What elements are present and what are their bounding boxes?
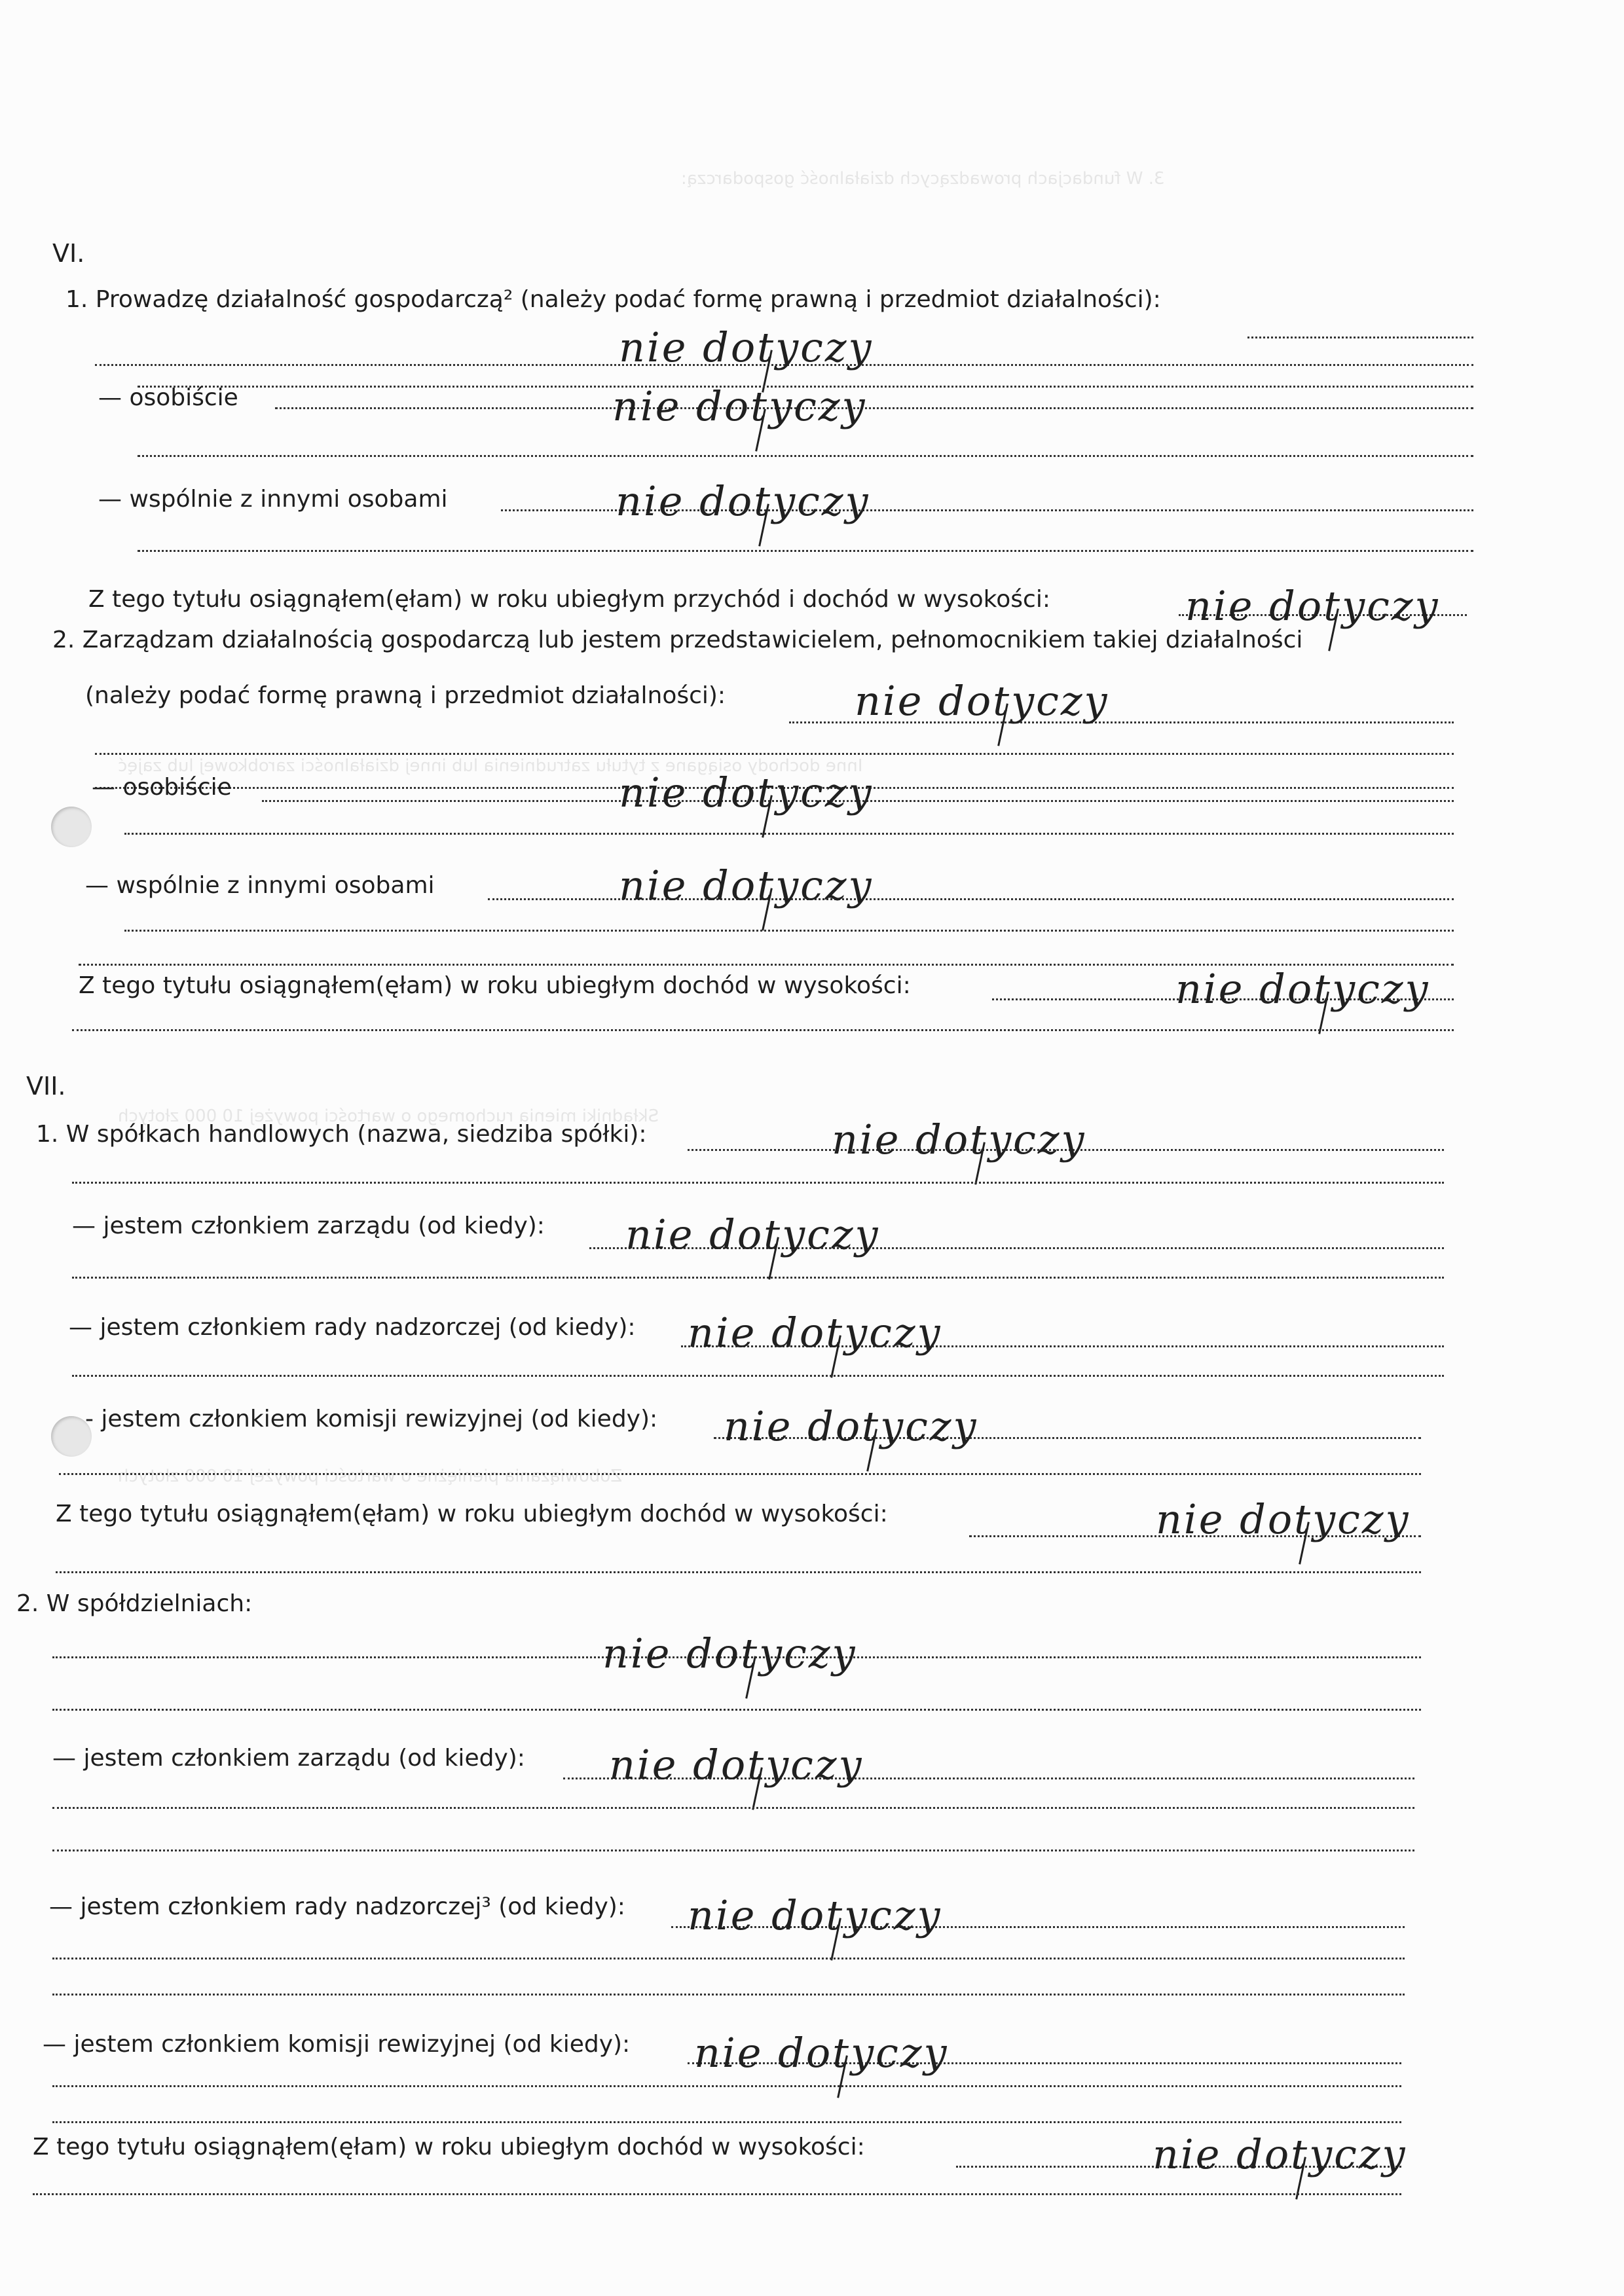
handwritten-answer: nie dotyczy <box>609 1745 864 1785</box>
handwritten-answer: nie dotyczy <box>612 386 867 427</box>
fill-line <box>56 1571 1421 1573</box>
vii-item2-income: Z tego tytułu osiągnąłem(ęłam) w roku ubiegłym dochód w wysokości: <box>33 2134 865 2160</box>
fill-line <box>52 1958 1405 1959</box>
fill-line <box>59 1473 1421 1475</box>
vi-item2-line1: 2. Zarządzam działalnością gospodarczą lub jestem przedstawicielem, pełnomocnikiem takiej działalności <box>52 627 1303 653</box>
vi-item1-income: Z tego tytułu osiągnąłem(ęłam) w roku ubiegłym przychód i dochód w wysokości: <box>88 586 1050 613</box>
show-through-text: 3. W fundacjach prowadzących działalność gospodarczą: Inne dochody osiągane z tytułu zatrudnienia lub innej działalności zarobkowej lub zajęć Składniki mienia ruchomego o wartości powyżej 10 000 złotych Zobowiązania pieniężne o wartości powyżej 10 000 złotych <box>118 169 1165 1486</box>
vii-item2-board: — jestem członkiem zarządu (od kiedy): <box>52 1745 525 1772</box>
section-vii-label: VII. <box>26 1072 66 1101</box>
fill-line <box>124 833 1454 835</box>
vii-item2-audit: — jestem członkiem komisji rewizyjnej (od kiedy): <box>43 2031 631 2058</box>
fill-line <box>52 1994 1405 1995</box>
handwritten-answer: nie dotyczy <box>688 1313 942 1353</box>
handwritten-answer: nie dotyczy <box>1185 586 1440 627</box>
vii-item1-audit: - jestem członkiem komisji rewizyjnej (od kiedy): <box>85 1406 658 1432</box>
fill-line <box>52 1709 1421 1711</box>
fill-line <box>124 930 1454 932</box>
vi-item1-jointly: — wspólnie z innymi osobami <box>98 486 448 513</box>
handwritten-answer: nie dotyczy <box>1175 969 1430 1010</box>
vi-item2-income: Z tego tytułu osiągnąłem(ęłam) w roku ubiegłym dochód w wysokości: <box>79 972 911 999</box>
handwritten-answer: nie dotyczy <box>625 1214 880 1255</box>
handwritten-answer: nie dotyczy <box>619 773 874 813</box>
handwritten-answer: nie dotyczy <box>1153 2134 1407 2175</box>
handwritten-answer: nie dotyczy <box>694 2033 949 2073</box>
fill-line <box>52 2121 1401 2123</box>
fill-line <box>72 1375 1444 1377</box>
handwritten-answer: nie dotyczy <box>616 481 870 522</box>
vii-item2-supervisory: — jestem członkiem rady nadzorczej³ (od kiedy): <box>49 1893 625 1920</box>
fill-line <box>72 1277 1444 1279</box>
vi-item2-line2: (należy podać formę prawną i przedmiot działalności): <box>85 682 726 709</box>
vii-item1-board: — jestem członkiem zarządu (od kiedy): <box>72 1212 545 1239</box>
vii-item1-text: 1. W spółkach handlowych (nazwa, siedziba spółki): <box>36 1121 647 1148</box>
handwritten-answer: nie dotyczy <box>688 1895 942 1936</box>
handwritten-answer: nie dotyczy <box>619 327 874 368</box>
fill-line <box>52 2085 1401 2087</box>
vii-item2-text: 2. W spółdzielniach: <box>16 1590 253 1617</box>
fill-line <box>138 550 1473 552</box>
handwritten-answer: nie dotyczy <box>832 1120 1086 1160</box>
fill-line <box>52 1850 1414 1851</box>
fill-line <box>1247 337 1473 338</box>
handwritten-answer: nie dotyczy <box>855 681 1109 721</box>
fill-line <box>72 1029 1454 1031</box>
vi-item1-personally: — osobiście <box>98 384 238 411</box>
fill-line <box>52 1807 1414 1809</box>
handwritten-answer: nie dotyczy <box>724 1406 978 1447</box>
fill-line <box>275 407 1473 409</box>
fill-line <box>95 753 1454 755</box>
vi-item2-personally: — osobiście <box>92 774 232 801</box>
punch-hole-top <box>51 807 92 847</box>
fill-line <box>72 1182 1444 1184</box>
vii-item1-supervisory: — jestem członkiem rady nadzorczej (od kiedy): <box>69 1314 636 1341</box>
vi-item2-jointly: — wspólnie z innymi osobami <box>85 872 435 899</box>
fill-line <box>33 2193 1401 2195</box>
vi-item1-text: 1. Prowadzę działalność gospodarczą² (należy podać formę prawną i przedmiot działalności): <box>65 286 1161 313</box>
fill-line <box>138 455 1473 457</box>
vii-item1-income: Z tego tytułu osiągnąłem(ęłam) w roku ubiegłym dochód w wysokości: <box>56 1501 888 1527</box>
handwritten-answer: nie dotyczy <box>602 1633 857 1674</box>
section-vi-label: VI. <box>52 239 85 268</box>
handwritten-answer: nie dotyczy <box>1156 1499 1411 1540</box>
handwritten-answer: nie dotyczy <box>619 866 874 906</box>
